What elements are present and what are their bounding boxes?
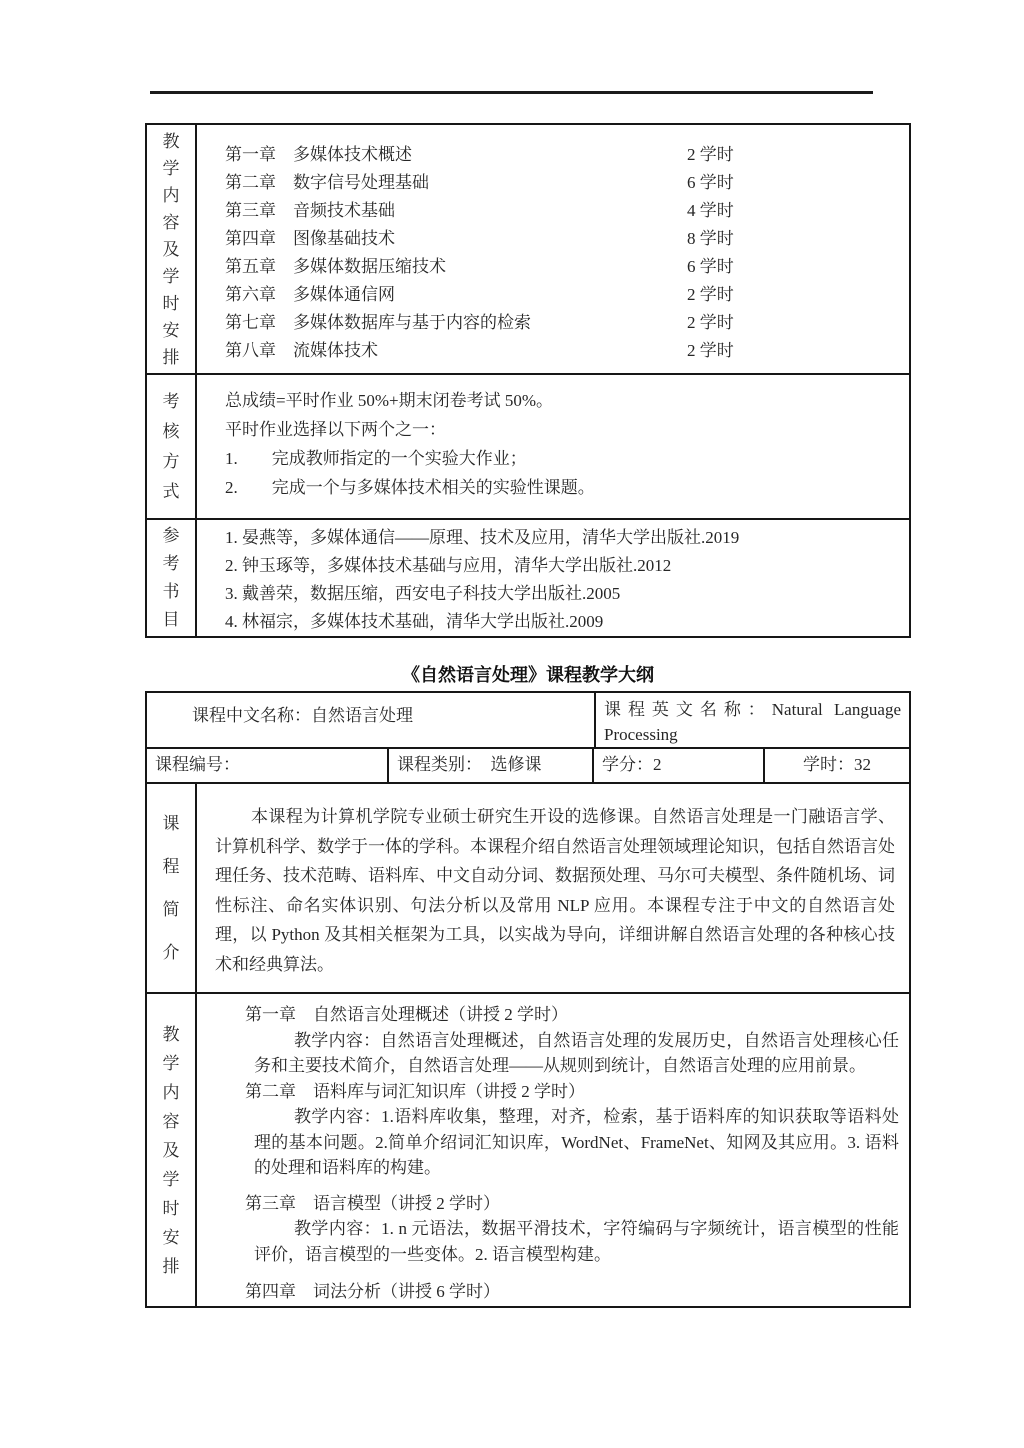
assessment-label: 考核方式 (162, 391, 180, 501)
course-english-name: 课程英文名称：Natural Language Processing (594, 693, 909, 747)
course-meta-row (147, 747, 909, 782)
assessment-row (147, 373, 909, 518)
nlp-syllabus-table (145, 691, 911, 1308)
chapter-name: 第一章 多媒体技术概述 (225, 145, 412, 164)
chapter-name: 第三章 音频技术基础 (225, 201, 395, 220)
chapter-block (245, 1279, 899, 1305)
chapter-hours: 2 学时 (687, 145, 734, 164)
assessment-line: 1. 完成教师指定的一个实验大作业； (225, 449, 527, 468)
chapter-name: 第四章 图像基础技术 (225, 229, 395, 248)
chapter-hours: 8 学时 (687, 229, 734, 248)
chapter-hours: 2 学时 (687, 341, 734, 360)
chapter-name: 第二章 数字信号处理基础 (225, 173, 429, 192)
assessment-content (197, 375, 909, 518)
chapter-name: 第六章 多媒体通信网 (225, 285, 395, 304)
table-row (225, 141, 909, 169)
reference-item: 1. 晏燕等，多媒体通信——原理、技术及应用，清华大学出版社.2019 (225, 528, 740, 547)
assessment-label-cell (147, 375, 197, 518)
references-label: 参考书目 (162, 526, 180, 629)
chapter-heading: 第二章 语料库与词汇知识库（讲授 2 学时） (245, 1081, 585, 1101)
chapter-paragraph: 教学内容：1. n 元语法，数据平滑技术，字符编码与字频统计，语言模型的性能评价，语言模型的一些变体。2. 语言模型构建。 (254, 1219, 899, 1264)
teaching-content-label: 教学内容及学时安排 (162, 131, 180, 367)
assessment-line: 总成绩=平时作业 50%+期末闭卷考试 50%。 (225, 391, 553, 410)
reference-item: 4. 林福宗，多媒体技术基础，清华大学出版社.2009 (225, 612, 604, 631)
teaching-plan-content (197, 994, 909, 1306)
teaching-content-row (147, 125, 909, 373)
references-content (197, 520, 909, 636)
table-row (225, 337, 909, 365)
chapter-block (245, 1002, 899, 1079)
table-row (225, 309, 909, 337)
teaching-plan-label: 教学内容及学时安排 (162, 1024, 180, 1276)
table-row (225, 197, 909, 225)
multimedia-syllabus-table (145, 123, 911, 638)
chapter-paragraph: 教学内容：自然语言处理概述，自然语言处理的发展历史，自然语言处理核心任务和主要技术简介，自然语言处理——从规则到统计，自然语言处理的应用前景。 (254, 1030, 899, 1075)
course-hours: 学时：32 (763, 749, 909, 782)
course-intro-label: 课程简介 (162, 814, 180, 962)
course-intro-text: 本课程为计算机学院专业硕士研究生开设的选修课。自然语言处理是一门融语言学、计算机科学、数学于一体的学科。本课程介绍自然语言处理领域理论知识，包括自然语言处理任务、技术范畴、语料库、中文自动分词、数据预处理、马尔可夫模型、条件随机场、词性标注、命名实体识别、句法分析以及常用 NLP 应用。本课程专注于中文的自然语言处理，以 Python 及其相关框架为工具，以实战为导向，详细讲解自然语言处理的各种核心技术和经典算法。 (215, 807, 895, 974)
table-row (225, 225, 909, 253)
course-chinese-name: 课程中文名称：自然语言处理 (192, 706, 413, 725)
chapter-hours: 6 学时 (687, 257, 734, 276)
chapter-hours: 4 学时 (687, 201, 734, 220)
chapter-heading: 第三章 语言模型（讲授 2 学时） (245, 1193, 500, 1213)
chapter-hours: 2 学时 (687, 313, 734, 332)
teaching-content-label-cell (147, 125, 197, 373)
chapter-hours: 2 学时 (687, 285, 734, 304)
course-intro-row (147, 782, 909, 992)
chapter-hour-list (197, 125, 909, 373)
teaching-plan-label-cell (147, 994, 197, 1306)
course-number: 课程编号： (155, 755, 240, 774)
chapter-hours: 6 学时 (687, 173, 734, 192)
table-row (225, 169, 909, 197)
course-name-row (147, 693, 909, 747)
page-header-rule (150, 91, 873, 94)
chapter-name: 第五章 多媒体数据压缩技术 (225, 257, 446, 276)
reference-item: 2. 钟玉琢等，多媒体技术基础与应用，清华大学出版社.2012 (225, 556, 672, 575)
references-row (147, 518, 909, 636)
chapter-name: 第八章 流媒体技术 (225, 341, 378, 360)
chapter-block (245, 1191, 899, 1268)
assessment-line: 平时作业选择以下两个之一： (225, 420, 446, 439)
course-type: 课程类别： 选修课 (387, 749, 592, 782)
table-row (225, 253, 909, 281)
chapter-heading: 第一章 自然语言处理概述（讲授 2 学时） (245, 1005, 568, 1024)
reference-item: 3. 戴善荣，数据压缩，西安电子科技大学出版社.2005 (225, 584, 621, 603)
assessment-line: 2. 完成一个与多媒体技术相关的实验性课题。 (225, 478, 595, 497)
page-title: 《自然语言处理》课程教学大纲 (402, 665, 654, 685)
chapter-block (245, 1079, 899, 1181)
chapter-heading: 第四章 词法分析（讲授 6 学时） (245, 1282, 500, 1301)
table-row (225, 281, 909, 309)
chapter-paragraph: 教学内容：1.语料库收集，整理，对齐，检索，基于语料库的知识获取等语料处理的基本问题。2.简单介绍词汇知识库，WordNet、FrameNet、知网及其应用。3. 语料的处理和语料库的构建。 (254, 1107, 899, 1177)
references-label-cell (147, 520, 197, 636)
teaching-plan-row (147, 992, 909, 1306)
course-intro-label-cell (147, 784, 197, 992)
chapter-name: 第七章 多媒体数据库与基于内容的检索 (225, 313, 531, 332)
course-credits: 学分：2 (592, 749, 763, 782)
